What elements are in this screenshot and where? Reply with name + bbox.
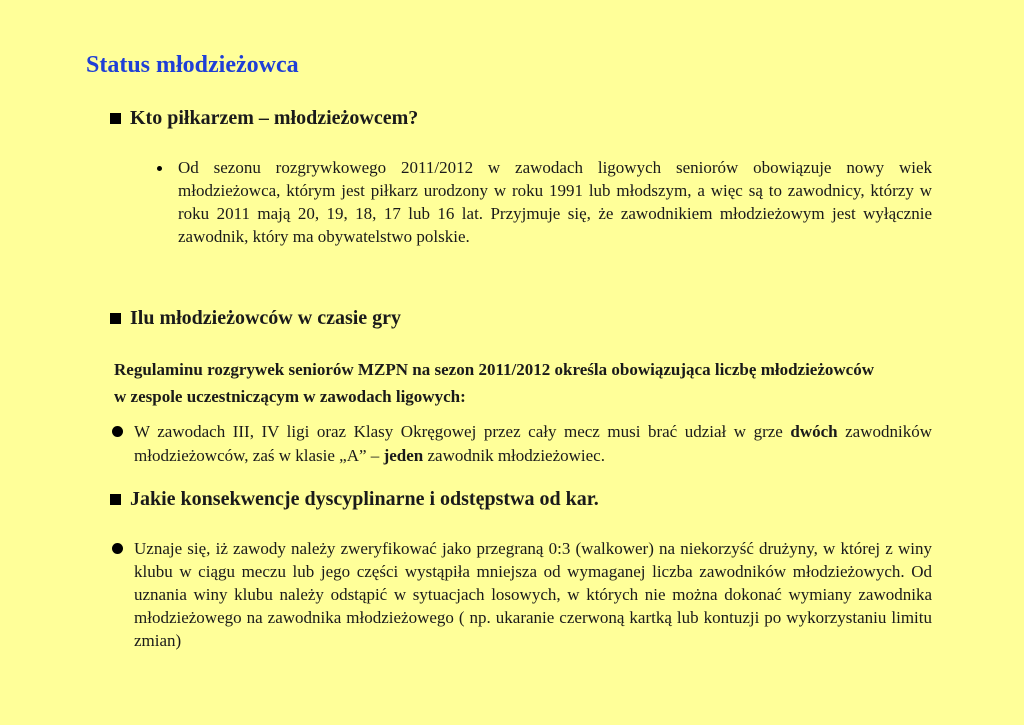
bullet-dot-icon [157,166,162,171]
youth-count-bold-one: jeden [383,446,424,465]
section-heading-how-many [110,307,401,330]
square-bullet-icon [110,313,121,324]
regulation-intro: Regulaminu rozgrywek seniorów MZPN na sezon 2011/2012 określa obowiązująca liczbę młodzieżowców w zespole uczestniczącym w zawodach ligowych: [114,360,874,406]
square-bullet-icon [110,494,121,505]
bullet-dot-icon [112,543,123,554]
section-heading-consequences-text: Jakie konsekwencje dyscyplinarne i odstępstwa od kar. [130,488,599,510]
section-heading-consequences [110,488,599,511]
square-bullet-icon [110,113,121,124]
youth-count-text-2: zawodników młodzieżowców, zaś w klasie „A” – [134,422,932,465]
youth-age-paragraph: Od sezonu rozgrywkowego 2011/2012 w zawodach ligowych seniorów obowiązuje nowy wiek młodzieżowca, którym jest piłkarz urodzony w roku 1991 lub młodszym, a więc są to zawodnicy, którzy w roku 2011 mają 20, 19, 18, 17 lub 16 lat. Przyjmuje się, że zawodnikiem młodzieżowym jest wyłącznie zawodnik, który ma obywatelstwo polskie. [178,158,932,246]
bullet-dot-icon [112,426,123,437]
section-heading-how-many-text: Ilu młodzieżowców w czasie gry [130,307,402,329]
consequences-paragraph: Uznaje się, iż zawody należy zweryfikować jako przegraną 0:3 (walkower) na niekorzyść drużyny, w której z winy klubu w ciągu meczu lub jego części wystąpiła mniejsza od wymaganej liczba zawodników młodzieżowych. Od uznania winy klubu należy odstąpić w sytuacjach losowych, w których nie można dokonać wymiany zawodnika młodzieżowego na zawodnika młodzieżowego ( np. ukaranie czerwoną kartką lub kontuzji po wykorzystaniu limitu zmian) [134,539,932,650]
section-heading-who-text: Kto piłkarzem – młodzieżowcem? [130,107,419,129]
section-heading-who [110,107,418,130]
page-title: Status młodzieżowca [86,52,299,78]
youth-count-text-1: W zawodach III, IV ligi oraz Klasy Okręgowej przez cały mecz musi brać udział w grze [134,422,791,441]
youth-count-text-3: zawodnik młodzieżowiec. [423,446,605,465]
youth-count-paragraph [134,420,932,468]
youth-count-bold-two: dwóch [790,422,838,441]
